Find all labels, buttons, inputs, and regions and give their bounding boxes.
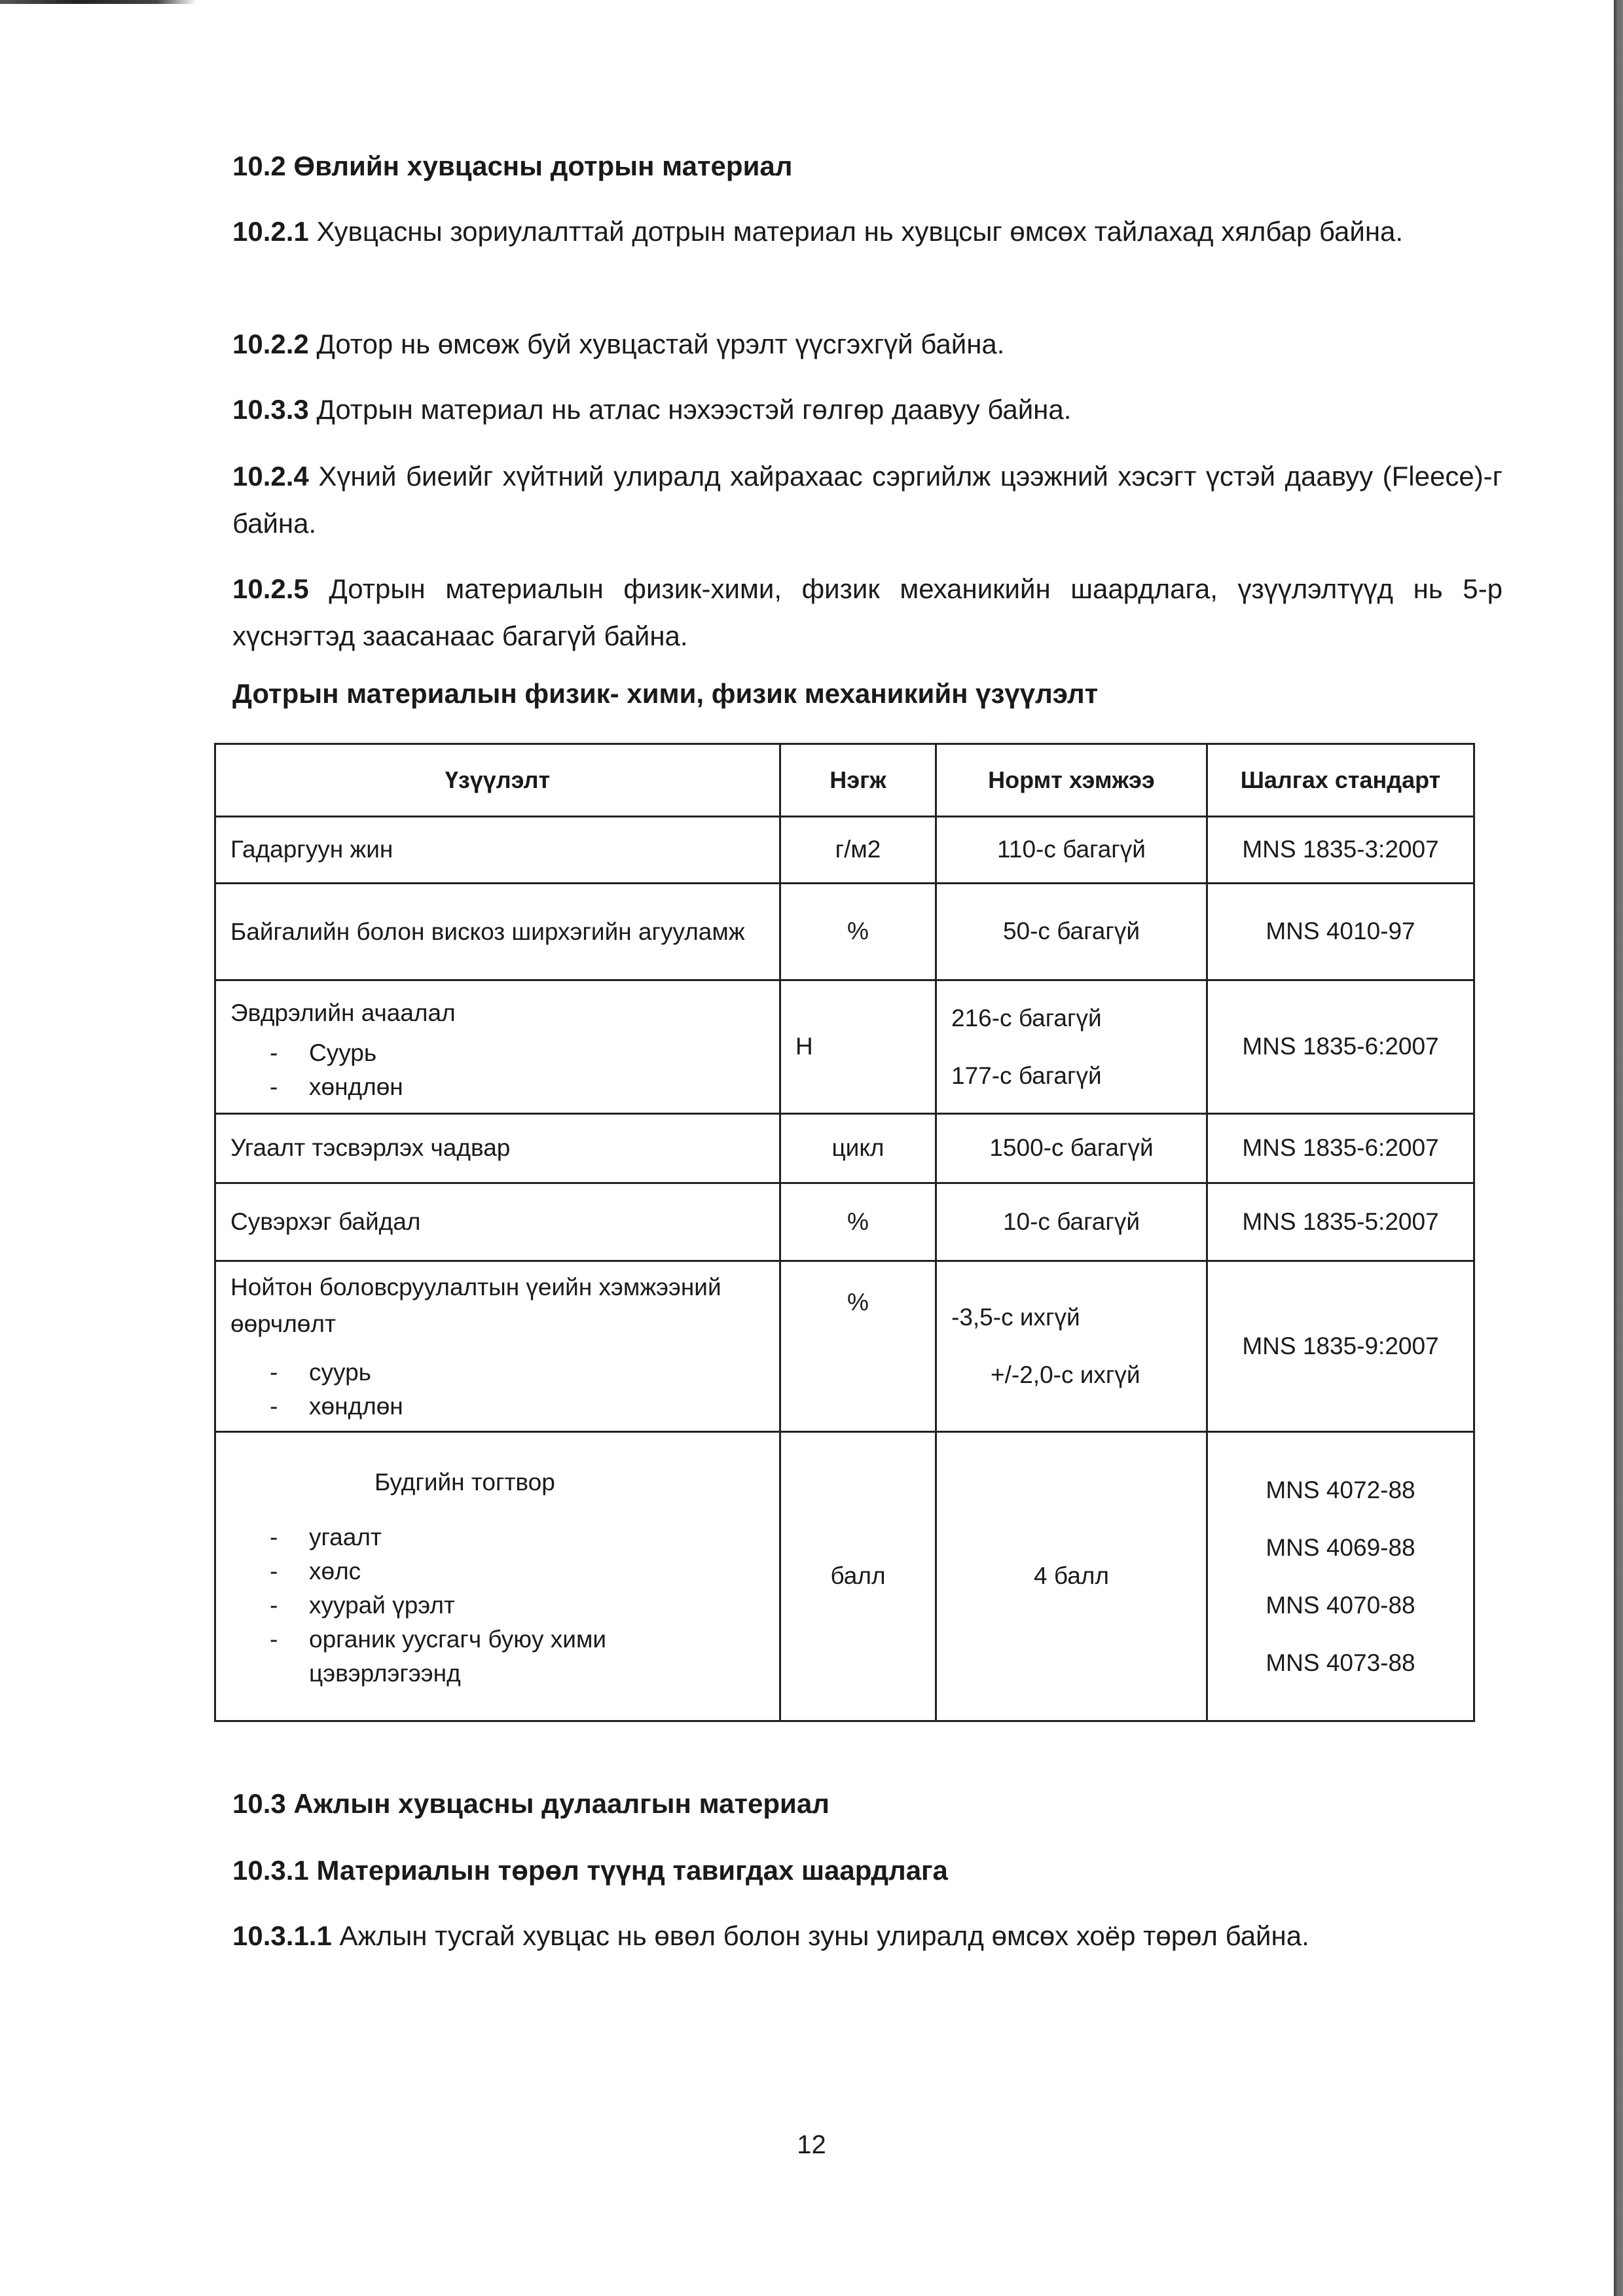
norm-value: 216-с багагүй [951,1004,1102,1031]
sub-item: - органик уусгагч буюу хими цэвэрлэгээнд [230,1623,765,1691]
cell-unit: балл [780,1432,936,1721]
indicator-title: Нойтон боловсруулалтын үеийн хэмжээний өөрчлөлт [230,1274,721,1337]
cell-unit: цикл [780,1114,936,1183]
norm-value: +/-2,0-с ихгүй [991,1361,1140,1388]
cell-indicator: Байгалийн болон вискоз ширхэгийн агууламж [215,884,780,980]
cell-norm: 50-с багагүй [936,884,1207,980]
section-heading-10-3: 10.3 Ажлын хувцасны дулаалгын материал [232,1788,830,1819]
table-row [215,1183,1474,1261]
table-row [215,1114,1474,1183]
paragraph-10-2-2: 10.2.2 Дотор нь өмсөж буй хувцастай үрэлт үүсгэхгүй байна. [232,329,1005,359]
sub-item: - хуурай үрэлт [230,1588,765,1623]
cell-norm: 110-с багагүй [936,817,1207,884]
cell-standard: MNS 1835-6:2007 [1207,1114,1474,1183]
cell-standard [1207,1432,1474,1721]
sub-item: - угаалт [230,1520,765,1554]
cell-norm [936,980,1207,1114]
table-row [215,1432,1474,1721]
header-unit: Нэгж [780,744,936,817]
sub-item: - хөндлөн [230,1070,765,1104]
table-row [215,1261,1474,1432]
material-properties-table [214,743,1475,1722]
cell-standard: MNS 1835-9:2007 [1207,1261,1474,1432]
table-row [215,980,1474,1114]
page-number: 12 [797,2130,826,2159]
cell-unit: г/м2 [780,817,936,884]
table-caption: Дотрын материалын физик- хими, физик механикийн үзүүлэлт [232,678,1099,709]
cell-unit: % [780,1183,936,1261]
cell-standard: MNS 1835-3:2007 [1207,817,1474,884]
header-standard: Шалгах стандарт [1207,744,1474,817]
cell-indicator: Сувэрхэг байдал [215,1183,780,1261]
standard-value: MNS 4073-88 [1266,1649,1415,1676]
paragraph-10-3-3: 10.3.3 Дотрын материал нь атлас нэхээстэй гөлгөр даавуу байна. [232,394,1072,425]
cell-standard: MNS 1835-5:2007 [1207,1183,1474,1261]
header-norm: Нормт хэмжээ [936,744,1207,817]
standard-value: MNS 4069-88 [1266,1534,1415,1561]
standard-value: MNS 4070-88 [1266,1591,1415,1619]
section-heading-10-2: 10.2 Өвлийн хувцасны дотрын материал [232,151,793,181]
scan-artifact-top [0,0,196,4]
cell-indicator [215,1261,780,1432]
cell-indicator: Гадаргуун жин [215,817,780,884]
paragraph-10-2-5: 10.2.5 Дотрын материалын физик-хими, физик механикийн шаардлага, үзүүлэлтүүд нь 5-р хүснэгтэд заасанаас багагүй байна. [232,573,1503,651]
header-indicator: Үзүүлэлт [215,744,780,817]
table-header-row [215,744,1474,817]
sub-item: - хөндлөн [230,1390,765,1424]
indicator-sub-list [230,1520,765,1691]
sub-item: - Суурь [230,1036,765,1070]
indicator-title: Эвдрэлийн ачаалал [230,999,456,1026]
cell-unit: % [780,884,936,980]
indicator-sub-list [230,1355,765,1424]
subsection-heading-10-3-1: 10.3.1 Материалын төрөл түүнд тавигдах шаардлага [232,1855,948,1886]
paragraph-10-2-1: 10.2.1 Хувцасны зориулалттай дотрын материал нь хувцсыг өмсөх тайлахад хялбар байна. [232,216,1404,247]
norm-value: 177-с багагүй [951,1062,1102,1089]
paragraph-10-3-1-1: 10.3.1.1 Ажлын тусгай хувцас нь өвөл болон зуны улиралд өмсөх хоёр төрөл байна. [232,1920,1309,1951]
table-row [215,817,1474,884]
sub-item: - хөлс [230,1554,765,1588]
cell-indicator [215,1432,780,1721]
table-row [215,884,1474,980]
scan-artifact-right-edge [1614,0,1623,2296]
cell-standard: MNS 1835-6:2007 [1207,980,1474,1114]
cell-unit: Н [780,980,936,1114]
paragraph-10-2-4: 10.2.4 Хүний биеийг хүйтний улиралд хайрахаас сэргийлж цээжний хэсэгт үстэй даавуу (Fleece)-г байна. [232,461,1503,539]
cell-indicator: Угаалт тэсвэрлэх чадвар [215,1114,780,1183]
cell-unit: % [780,1261,936,1432]
cell-norm [936,1261,1207,1432]
cell-norm: 1500-с багагүй [936,1114,1207,1183]
standard-value: MNS 4072-88 [1266,1476,1415,1503]
cell-standard: MNS 4010-97 [1207,884,1474,980]
indicator-sub-list [230,1036,765,1104]
cell-norm: 4 балл [936,1432,1207,1721]
cell-indicator [215,980,780,1114]
norm-value: -3,5-с ихгүй [951,1304,1080,1331]
indicator-title: Будгийн тогтвор [374,1468,555,1496]
sub-item: - суурь [230,1355,765,1390]
cell-norm: 10-с багагүй [936,1183,1207,1261]
